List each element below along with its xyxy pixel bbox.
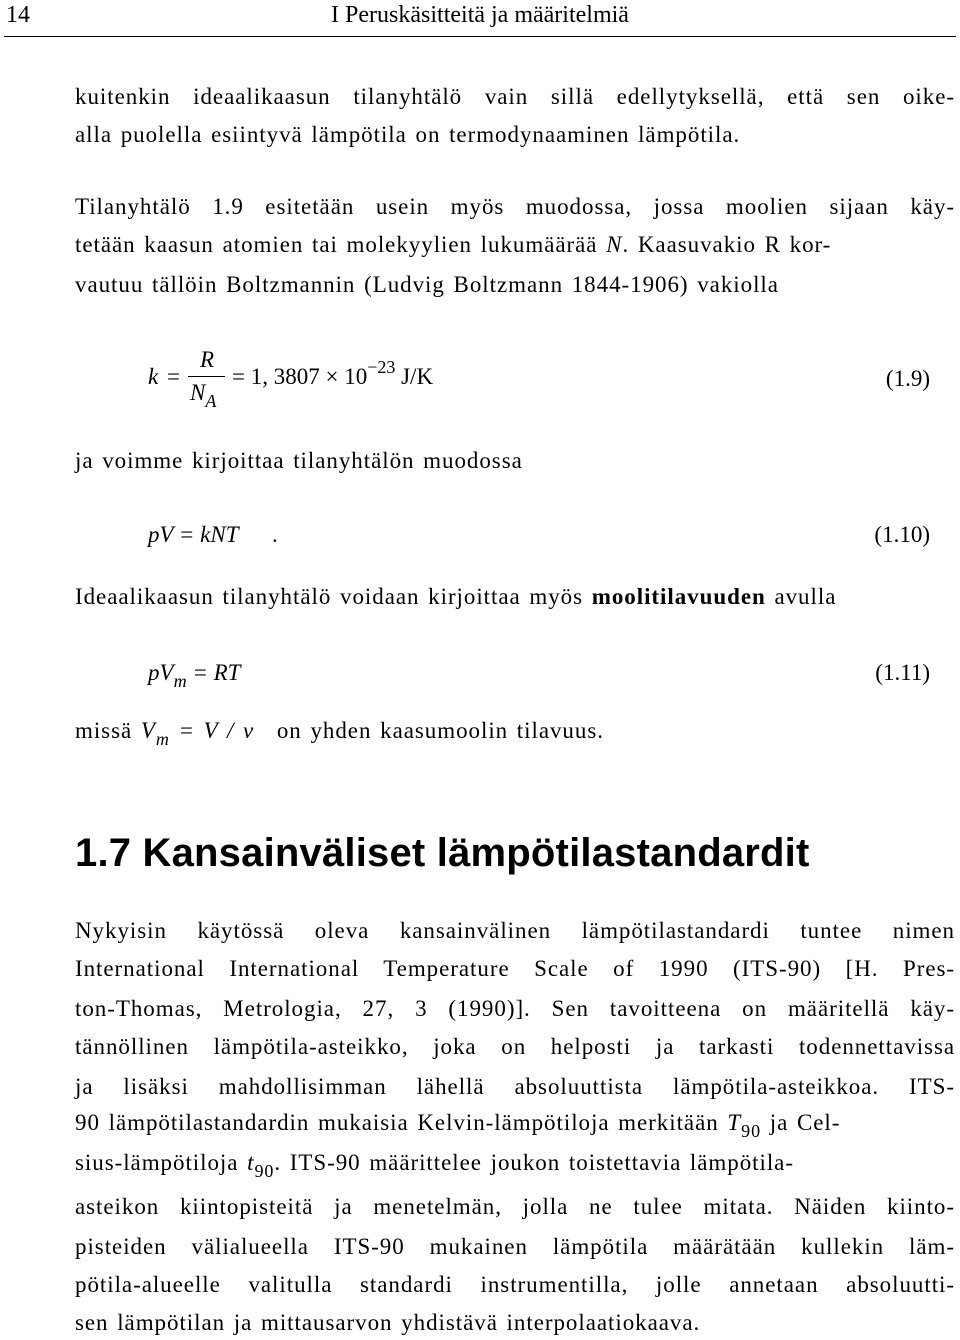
symbol-n: N	[606, 232, 623, 257]
eq-dot: .	[272, 522, 278, 547]
page-number: 14	[6, 2, 30, 28]
symbol-t90-lower: $t_{90}$	[247, 1150, 275, 1181]
text-run: avulla	[765, 584, 837, 609]
paragraph-line	[75, 228, 955, 262]
eq-numerator-r: R	[200, 347, 215, 372]
text-run: . ITS-90 määrittelee joukon toistettavia lämpötila-	[274, 1150, 794, 1175]
text-run: Ideaalikaasun tilanyhtälö voidaan kirjoittaa myös	[75, 584, 592, 609]
section-heading: 1.7 Kansainväliset lämpötilastandardit	[75, 831, 810, 875]
paragraph-line: ja voimme kirjoittaa tilanyhtälön muodossa	[75, 448, 523, 473]
paragraph-line	[75, 1106, 955, 1140]
eq-body: pV = kNT	[148, 522, 239, 547]
text-run: on yhden kaasumoolin tilavuus.	[276, 718, 604, 743]
equation-number: (1.9)	[885, 366, 930, 391]
equation-number: (1.10)	[874, 522, 930, 547]
paragraph-line: Nykyisin käytössä oleva kansainvälinen lämpötilastandardi tuntee nimen	[75, 918, 955, 943]
paragraph-line	[75, 714, 955, 748]
bold-term: moolitilavuuden	[591, 584, 766, 609]
paragraph-line: International International Temperature Scale of 1990 (ITS-90) [H. Pres-	[75, 956, 955, 981]
eq-symbol-k: k	[148, 364, 159, 389]
paragraph-line: asteikon kiintopisteitä ja menetelmän, jolla ne tulee mitata. Näiden kiinto-	[75, 1194, 955, 1219]
eq-denominator: $N_A$	[190, 380, 217, 411]
running-header: I Peruskäsitteitä ja määritelmiä	[331, 2, 629, 28]
header-rule	[4, 36, 956, 37]
paragraph-line: vautuu tällöin Boltzmannin (Ludvig Boltzmann 1844-1906) vakiolla	[75, 272, 779, 297]
paragraph-line: Tilanyhtälö 1.9 esitetään usein myös muodossa, jossa moolien sijaan käy-	[75, 194, 955, 219]
eq-body: $pV_m$ = RT	[148, 660, 241, 691]
paragraph-line: pisteiden välialueella ITS-90 mukainen lämpötila määrätään kullekin läm-	[75, 1234, 955, 1259]
paragraph-line: ja lisäksi mahdollisimman lähellä absoluuttista lämpötila-asteikkoa. ITS-	[75, 1074, 955, 1099]
paragraph-line	[75, 1146, 955, 1180]
text-run: ja Cel-	[761, 1110, 841, 1135]
symbol-t90: $T_{90}$	[727, 1110, 762, 1141]
paragraph-line: sen lämpötilan ja mittausarvon yhdistävä interpolaatiokaava.	[75, 1310, 701, 1335]
paragraph-line: kuitenkin ideaalikaasun tilanyhtälö vain sillä edellytyksellä, että sen oike-	[75, 84, 955, 109]
paragraph-line	[75, 580, 955, 614]
paragraph-line: ton-Thomas, Metrologia, 27, 3 (1990)]. Sen tavoitteena on määritellä käy-	[75, 996, 955, 1021]
text-run: sius-lämpötiloja	[75, 1150, 248, 1175]
eq-value: = 1, $3807 \times 10^{-23}$ J/K	[232, 357, 434, 389]
paragraph-line: pötila-alueelle valitulla standardi instrumentilla, jolle annetaan absoluutti-	[75, 1272, 955, 1297]
paragraph-line: tännöllinen lämpötila-asteikko, joka on helposti ja tarkasti todennettavissa	[75, 1034, 955, 1059]
text-run: tetään kaasun atomien tai molekyylien lukumäärää	[75, 232, 607, 257]
fraction-bar	[188, 376, 225, 377]
paragraph-line: alla puolella esiintyvä lämpötila on termodynaaminen lämpötila.	[75, 122, 741, 147]
text-run: . Kaasuvakio R kor-	[622, 232, 832, 257]
equation-number: (1.11)	[875, 660, 930, 685]
text-run: missä	[75, 718, 141, 743]
text-run: 90 lämpötilastandardin mukaisia Kelvin-lämpötiloja merkitään	[75, 1110, 728, 1135]
eq-equals: =	[167, 364, 180, 389]
eq-inline: $V_m = V / \nu$	[140, 718, 255, 749]
